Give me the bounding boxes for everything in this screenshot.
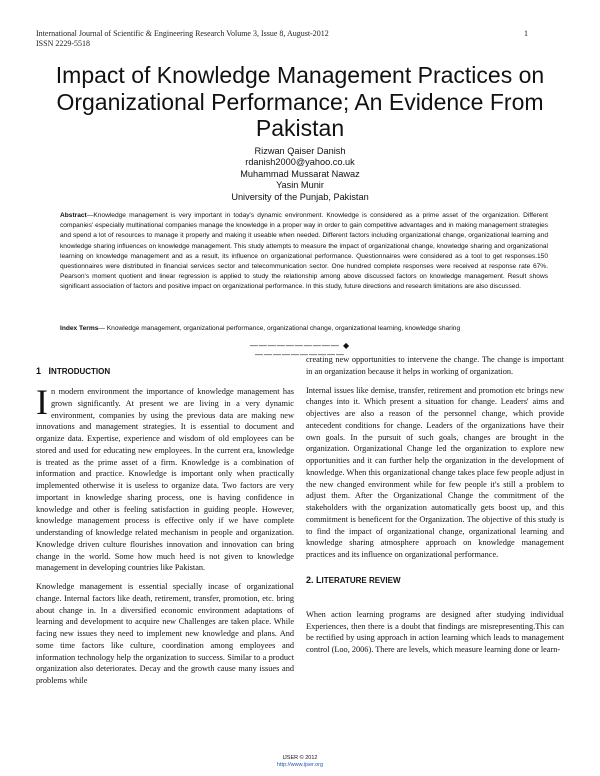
- index-terms-text: — Knowledge management, organizational performance, organizational change, organizational learning, knowledge sharing: [98, 325, 461, 332]
- issn: ISSN 2229-5518: [36, 39, 91, 48]
- section-heading-introduction: 1 INTRODUCTION: [36, 366, 111, 376]
- journal-link[interactable]: http://www.ijser.org: [276, 762, 324, 768]
- paragraph: creating new opportunities to intervene the change. The change is important in an organization because it helps in working of organization.: [306, 355, 564, 376]
- author-email: rdanish2000@yahoo.co.uk: [245, 157, 355, 168]
- paragraph: In modern environment the importance of knowledge management has grown significantly. At present we are living in a very dynamic environment, companies by using the previous data are making new innovations and management strategies. It is essential to document and organize data. Expertise, experience and wisdom of old employees can be stored and used for educating new employees. In the current era, knowledge is treated as the prime asset of a firm. Knowledge is a combination of information and practice. Knowledge is important only when practically implemented otherwise it is useless to organize data. Two factors are very important in knowledge sharing process, one is having confidence in knowledge and other is feeling satisfaction in guiding people. However, knowledge management process is effective only if we have complete understanding of knowledge related mechanism in people and organization. Knowledge driven culture flourishes innovation and innovation can bring change in the world. Some how much heed is not given to knowledge management in developing countries like Pakistan.: [36, 382, 294, 573]
- abstract: [60, 211, 548, 293]
- journal-name: International Journal of Scientific & Engineering Research Volume 3, Issue 8, August-2012: [36, 29, 329, 38]
- abstract-label: Abstract: [60, 212, 87, 219]
- paragraph: Internal issues like demise, transfer, retirement and promotion etc brings new changes into it. Which present a situation for change. Leaders' aims and objectives are also a reason of the personnel change, which provide antecedent conditions for change. Leaders of the organizations have their own goals. In the pursuit of such goals, changes are brought in the organization. Organizational Change led the organization to explore new opportunities and it can further help the organization in the development of knowledge. When this organizational change takes place few people adjust in the new changed environment while for few people it's still a problem to adjust them. After the Organizational Change the commitment of the stakeholders with the organization automatically gets boost up, and this commitment is beneficent for the Organization. The objective of this study is to find the impact of organizational change, organizational learning and knowledge sharing atmosphere approach on knowledge management practices and its influence on organizational performance.: [306, 385, 564, 559]
- section-heading-literature-review: 2. LITERATURE REVIEW: [306, 574, 401, 585]
- index-terms: [60, 324, 548, 334]
- left-column: [36, 366, 294, 694]
- author-name: Rizwan Qaiser Danish: [254, 146, 346, 156]
- paper-title: Impact of Knowledge Management Practices on Organizational Performance; An Evidence From Pakistan: [55, 62, 545, 141]
- running-header: [36, 29, 329, 49]
- paragraph: Knowledge management is essential specially incase of organizational change. Internal factors like death, retirement, transfer, promotion, etc. bring about change in. In a diversified economic environment adaptations of learning and development to acquire new Challenges are taken place. While facing new issues they need to implement new knowledge and plans. And some time factors like culture, coordination among employees and information technology help the organization to success. Similar to a product organization also deteriorates. Decay and the growth cause many issues and problems while: [36, 582, 294, 685]
- right-column: [306, 354, 564, 663]
- section-divider: —————————— ◆ ——————————: [249, 341, 351, 359]
- drop-cap: I: [36, 382, 48, 422]
- abstract-text: —Knowledge management is very important in today's dynamic environment. Knowledge is considered as a prime asset of the organization. Different companies' especially multinational companies manage the knowledge in a proper way in order to gain competitive advantages and in making management strategies and spend a lot of resources to manage it properly and making it useable when needed. Different factors including organizational change, organizational learning and knowledge sharing influences on knowledge management. This study attempts to measure the impact of organizational change, knowledge sharing and organizational learning on knowledge management and as a result, its influence on organizational performance. Questionnaires were considered as a tool to get responses.150 questionnaires were distributed in financial services sector and telecommunication sector. One hundred complete responses were received at response rate 67%. Pearson's moment quotient and linear regression is applied to study the relationship among above discussed factors on knowledge management. Result shows significant association of factors and positive impact on organizational performance. In this study, future directions and research limitations are also discussed.: [60, 212, 548, 291]
- author-block: [0, 146, 600, 203]
- paragraph: When action learning programs are designed after studying individual Experiences, then there is a doubt that findings are misrepresenting.This can be rectified by using approach in action learning which leads to management control (Loo, 2006). There are levels, which measure learning done or learn-: [306, 609, 564, 654]
- author-name: Muhammad Mussarat Nawaz: [240, 168, 360, 179]
- author-affiliation: University of the Punjab, Pakistan: [231, 191, 369, 202]
- page-number: 1: [524, 29, 528, 38]
- copyright: IJSER © 2012: [282, 755, 318, 761]
- index-terms-label: Index Terms: [60, 325, 99, 332]
- author-name: Yasin Munir: [276, 180, 324, 191]
- page-footer: [0, 755, 600, 769]
